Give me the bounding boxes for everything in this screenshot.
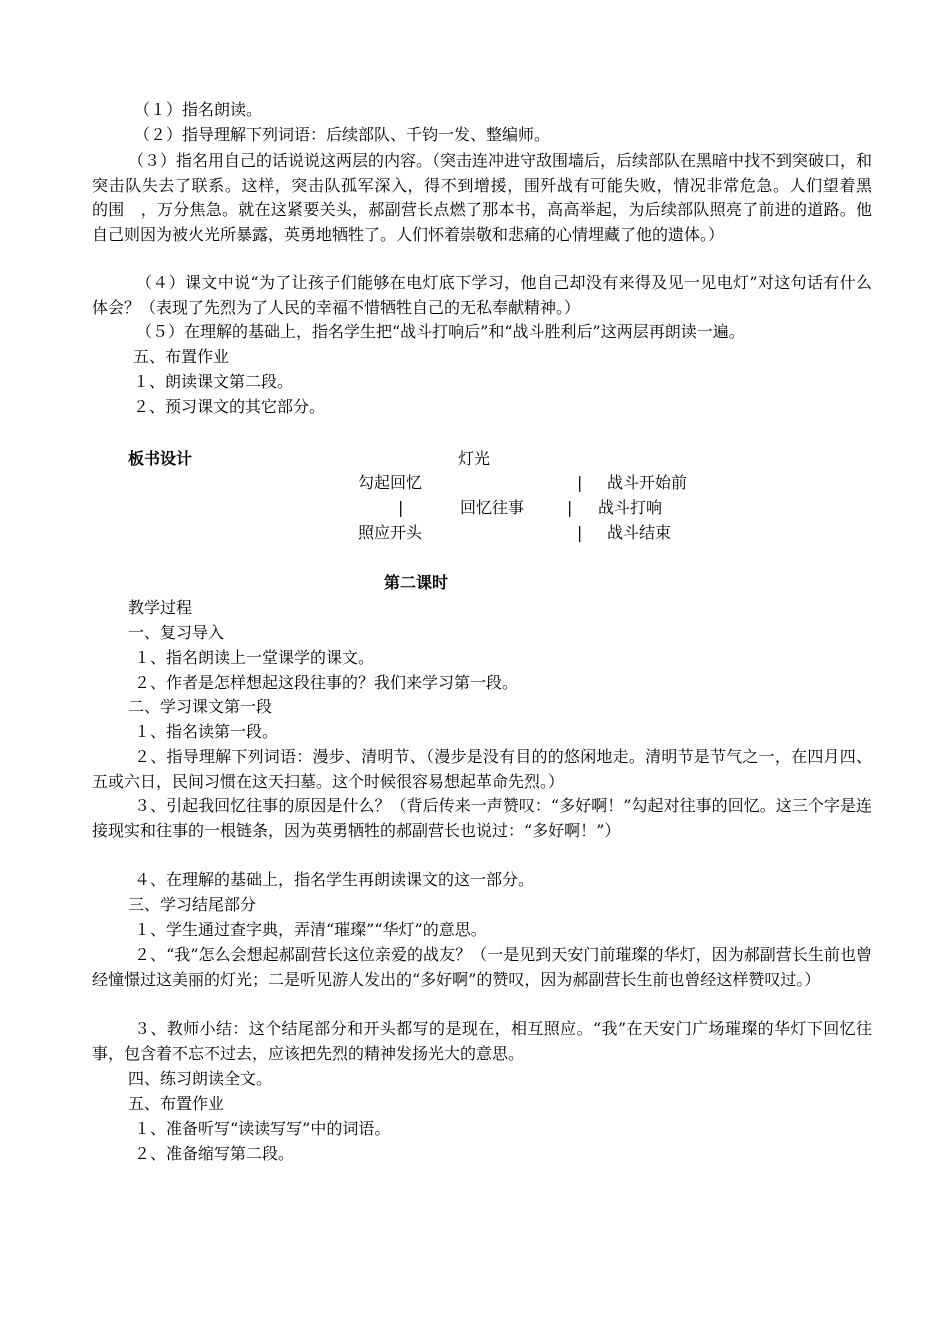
step-3-paragraph: （３）指名用自己的话说说这两层的内容。（突击连冲进守敌围墙后，后续部队在黑暗中找不到突破口，和突击队失去了联系。这样，突击队孤军深入，得不到增援，围歼战有可能失败，情况非常危急。人们望着黑 的围 ，万分焦急。就在这紧要关头，郝副营长点燃了那本书，高高举起，为后续部队照亮了前进的道路。他自己则因为被火光所暴露，英勇地牺牲了。人们怀着崇敬和悲痛的心情埋藏了他的遗体。） — [92, 151, 905, 244]
board-row3-left: 照应开头 — [358, 523, 423, 542]
homework2-item-1: １、准备听写“读读写写”中的词语。 — [134, 1119, 391, 1138]
ending-heading: 三、学习结尾部分 — [128, 895, 257, 914]
study-part1-item-4: ４、在理解的基础上，指名学生再朗读课文的这一部分。 — [134, 870, 535, 889]
step-2-line: （２）指导理解下列词语：后续部队、千钧一发、整编师。 — [134, 125, 551, 144]
review-item-1: １、指名朗读上一堂课学的课文。 — [134, 648, 375, 667]
board-row1-right: 战斗开始前 — [607, 473, 688, 492]
study-part1-item-2: ２、指导理解下列词语：漫步、清明节、（漫步是没有目的的悠闲地走。清明节是节气之一，在四月四、五或六日，民间习惯在这天扫墓。这个时候很容易想起革命先烈。） — [92, 747, 872, 791]
board-row2-bar-left: | — [398, 498, 404, 517]
step-5-line: （５）在理解的基础上，指名学生把“战斗打响后”和“战斗胜利后”这两层再朗读一遍。 — [136, 322, 745, 341]
step-4-paragraph: （４）课文中说“为了让孩子们能够在电灯底下学习，他自己却没有来得及见一见电灯”对这句话有什么体会？（表现了先烈为了人民的幸福不惜牺牲自己的无私奉献精神。） — [92, 273, 872, 317]
board-row1-bar: | — [577, 473, 583, 492]
ending-item-3: ３、教师小结：这个结尾部分和开头都写的是现在，相互照应。“我”在天安门广场璀璨的华灯下回忆往事，包含着不忘不过去，应该把先烈的精神发扬光大的意思。 — [92, 1019, 872, 1063]
step-1-line: （１）指名朗读。 — [134, 100, 263, 119]
homework-heading: 五、布置作业 — [133, 347, 230, 366]
study-part1-item-3: ３、引起我回忆往事的原因是什么？（背后传来一声赞叹：“多好啊！”勾起对往事的回忆。这三个字是连接现实和往事的一根链条，因为英勇牺牲的郝副营长也说过：“多好啊！”） — [92, 796, 872, 840]
study-part1-item-1: １、指名读第一段。 — [134, 722, 279, 741]
board-title: 灯光 — [458, 449, 491, 468]
board-row3-bar: | — [577, 523, 583, 542]
lesson-2-heading: 第二课时 — [384, 573, 449, 592]
review-item-2: ２、作者是怎样想起这段往事的？我们来学习第一段。 — [134, 673, 519, 692]
homework-item-2: ２、预习课文的其它部分。 — [133, 397, 326, 416]
board-row3-right: 战斗结束 — [607, 523, 672, 542]
board-row2-bar-right: | — [567, 498, 573, 517]
homework-item-1: １、朗读课文第二段。 — [133, 372, 294, 391]
board-row1-left: 勾起回忆 — [358, 473, 423, 492]
board-design-label: 板书设计 — [128, 449, 193, 468]
practice-heading: 四、练习朗读全文。 — [128, 1069, 273, 1088]
review-heading: 一、复习导入 — [128, 623, 225, 642]
study-part1-heading: 二、学习课文第一段 — [128, 697, 273, 716]
homework2-heading: 五、布置作业 — [128, 1094, 225, 1113]
board-row2-mid: 回忆往事 — [460, 498, 525, 517]
ending-item-2: ２、“我”怎么会想起郝副营长这位亲爱的战友？（一是见到天安门前璀璨的华灯，因为郝副营长生前也曾经憧憬过这美丽的灯光；二是听见游人发出的“多好啊”的赞叹，因为郝副营长生前也曾经这样赞叹过。） — [92, 945, 872, 989]
ending-item-1: １、学生通过查字典，弄清“璀璨”“华灯”的意思。 — [134, 920, 487, 939]
board-row2-right: 战斗打响 — [598, 498, 663, 517]
homework2-item-2: ２、准备缩写第二段。 — [134, 1144, 295, 1163]
teaching-process-label: 教学过程 — [128, 598, 193, 617]
